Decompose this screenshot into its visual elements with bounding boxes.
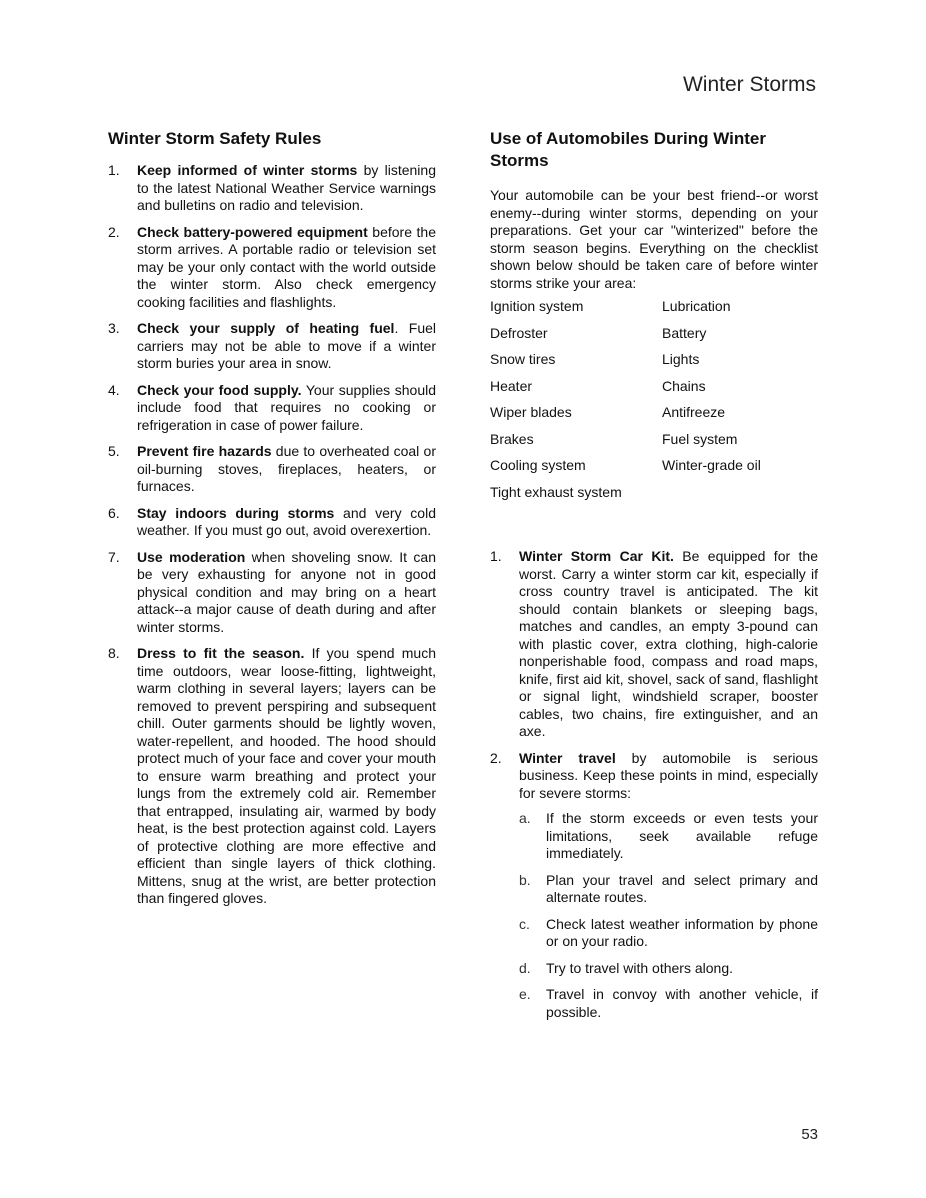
list-item (108, 443, 436, 496)
sub-list-item (519, 986, 818, 1021)
list-item (108, 162, 436, 215)
item-lead: Winter Storm Car Kit. (519, 548, 674, 564)
checklist-item: Ignition system (490, 298, 584, 314)
list-item (108, 645, 436, 908)
checklist-item: Snow tires (490, 351, 556, 367)
sub-list-item (519, 872, 818, 907)
sub-item-text: Check latest weather information by phone or on your radio. (546, 915, 818, 949)
list-item (490, 548, 818, 741)
item-text (137, 443, 436, 496)
checklist-item: Wiper blades (490, 404, 572, 420)
checklist-item: Antifreeze (662, 404, 726, 420)
automobiles-heading (490, 128, 818, 172)
travel-tips-list (519, 810, 818, 1021)
item-text (137, 162, 436, 215)
item-number: 2. (490, 749, 502, 766)
item-text (519, 750, 818, 803)
item-number: 6. (108, 504, 120, 521)
sub-list-item (519, 960, 818, 978)
list-item (108, 382, 436, 435)
item-body: due to overheated coal or oil-burning stoves, fireplaces, heaters, or furnaces. (137, 443, 436, 494)
item-number: 2. (108, 223, 120, 240)
checklist-item: Brakes (490, 430, 534, 447)
checklist-item: Heater (490, 377, 533, 394)
item-lead: Keep informed of winter storms (137, 162, 358, 178)
item-body: Be equipped for the worst. Carry a winter storm car kit, especially if cross country travel is anticipated. The kit should contain blankets or sleeping bags, matches and candles, an empty 3-pound can with plastic cover, extra clothing, high-calorie nonperishable food, compass and road maps, knife, first aid kit, shovel, sack of sand, flashlight or signal light, windshield scraper, booster cables, two chains, fire extinguisher, and an axe. (519, 548, 818, 739)
car-checklist (490, 298, 818, 510)
item-body: Your supplies should include food that requires no cooking or refrigeration in case of power failure. (137, 381, 437, 433)
checklist-item: Defroster (490, 324, 548, 341)
list-item (108, 224, 436, 312)
item-number: 7. (108, 548, 120, 565)
item-body: when shoveling snow. It can be very exhausting for anyone not in good physical condition and may bring on a heart attack--a major cause of death during and after winter storms. (137, 548, 436, 635)
sub-item-text: Travel in convoy with another vehicle, if possible. (546, 986, 818, 1020)
safety-rules-list (108, 162, 436, 908)
page-number: 53 (801, 1126, 818, 1143)
checklist-item: Lights (662, 351, 700, 367)
item-lead: Dress to fit the season. (137, 645, 305, 661)
heading-line: Use of Automobiles During Winter (490, 129, 766, 148)
item-body: If you spend much time outdoors, wear loose-fitting, lightweight, warm clothing in several layers; layers can be removed to prevent perspiring and subsequent chill. Outer garments should be lightly woven, water-repellent, and hooded. The hood should protect much of your face and cover your mouth to ensure warm breathing and protect your lungs from the extremely cold air. Remember that entrapped, insulating air, warmed by body heat, is the best protection against cold. Layers of protective clothing are more effective and efficient than single layers of thick clothing. Mittens, snug at the wrist, are better protection than fingered gloves. (137, 645, 436, 906)
item-number: 3. (108, 320, 120, 336)
left-column (108, 128, 436, 917)
item-body: by listening to the latest National Weather Service warnings and bulletins on radio and television. (137, 162, 436, 213)
item-lead: Check your supply of heating fuel (137, 320, 395, 336)
item-number: 5. (108, 443, 120, 459)
item-letter: e. (519, 986, 531, 1002)
list-item (108, 505, 436, 540)
item-letter: d. (519, 959, 531, 976)
winter-travel-list (490, 548, 818, 1021)
item-number: 4. (108, 381, 120, 398)
item-number: 1. (108, 162, 120, 178)
item-text (137, 549, 436, 637)
right-column (490, 128, 818, 1030)
item-body: before the storm arrives. A portable radio or television set may be your only contact with the world outside the winter storm. Also check emergency cooking facilities and flashlights. (137, 223, 436, 310)
checklist-item: Lubrication (662, 298, 731, 314)
item-body: by automobile is serious business. Keep these points in mind, especially for severe storms: (519, 749, 818, 801)
item-text (137, 382, 436, 435)
sub-list-item (519, 916, 818, 951)
checklist-item: Battery (662, 324, 707, 341)
item-text (137, 320, 436, 373)
checklist-item: Cooling system (490, 457, 586, 473)
intro-paragraph: Your automobile can be your best friend--or worst enemy--during winter storms, depending on your preparations. Get your car "winterized" before the storm season begins. Everything on the checklist shown below should be taken care of before winter storms strike your area: (490, 187, 818, 291)
checklist-item: Winter-grade oil (662, 457, 761, 473)
list-item (490, 750, 818, 1022)
item-body: . Fuel carriers may not be able to move if a winter storm buries your area in snow. (137, 320, 436, 371)
running-header: Winter Storms (682, 73, 816, 96)
item-letter: b. (519, 871, 531, 888)
item-body: and very cold weather. If you must go out, avoid overexertion. (137, 504, 436, 538)
sub-list-item (519, 810, 818, 863)
item-letter: a. (519, 810, 531, 826)
sub-item-text: Plan your travel and select primary and alternate routes. (546, 871, 818, 905)
list-item (108, 320, 436, 373)
item-lead: Prevent fire hazards (137, 443, 272, 459)
item-letter: c. (519, 915, 530, 932)
item-text (137, 224, 436, 312)
item-lead: Winter travel (519, 749, 616, 766)
sub-item-text: Try to travel with others along. (546, 959, 734, 976)
item-number: 1. (490, 548, 502, 564)
safety-rules-heading: Winter Storm Safety Rules (108, 129, 322, 148)
item-lead: Stay indoors during storms (137, 504, 335, 521)
item-text (137, 645, 436, 908)
item-text (519, 548, 818, 741)
item-lead: Check your food supply. (137, 381, 302, 398)
checklist-item: Tight exhaust system (490, 483, 622, 500)
item-lead: Use moderation (137, 548, 246, 565)
checklist-item: Fuel system (662, 430, 738, 447)
list-item (108, 549, 436, 637)
heading-line: Storms (490, 151, 549, 170)
item-text (137, 505, 436, 540)
item-lead: Check battery-powered equipment (137, 223, 368, 240)
item-number: 8. (108, 645, 120, 661)
checklist-item: Chains (662, 377, 706, 394)
sub-item-text: If the storm exceeds or even tests your limitations, seek available refuge immediately. (546, 810, 818, 861)
